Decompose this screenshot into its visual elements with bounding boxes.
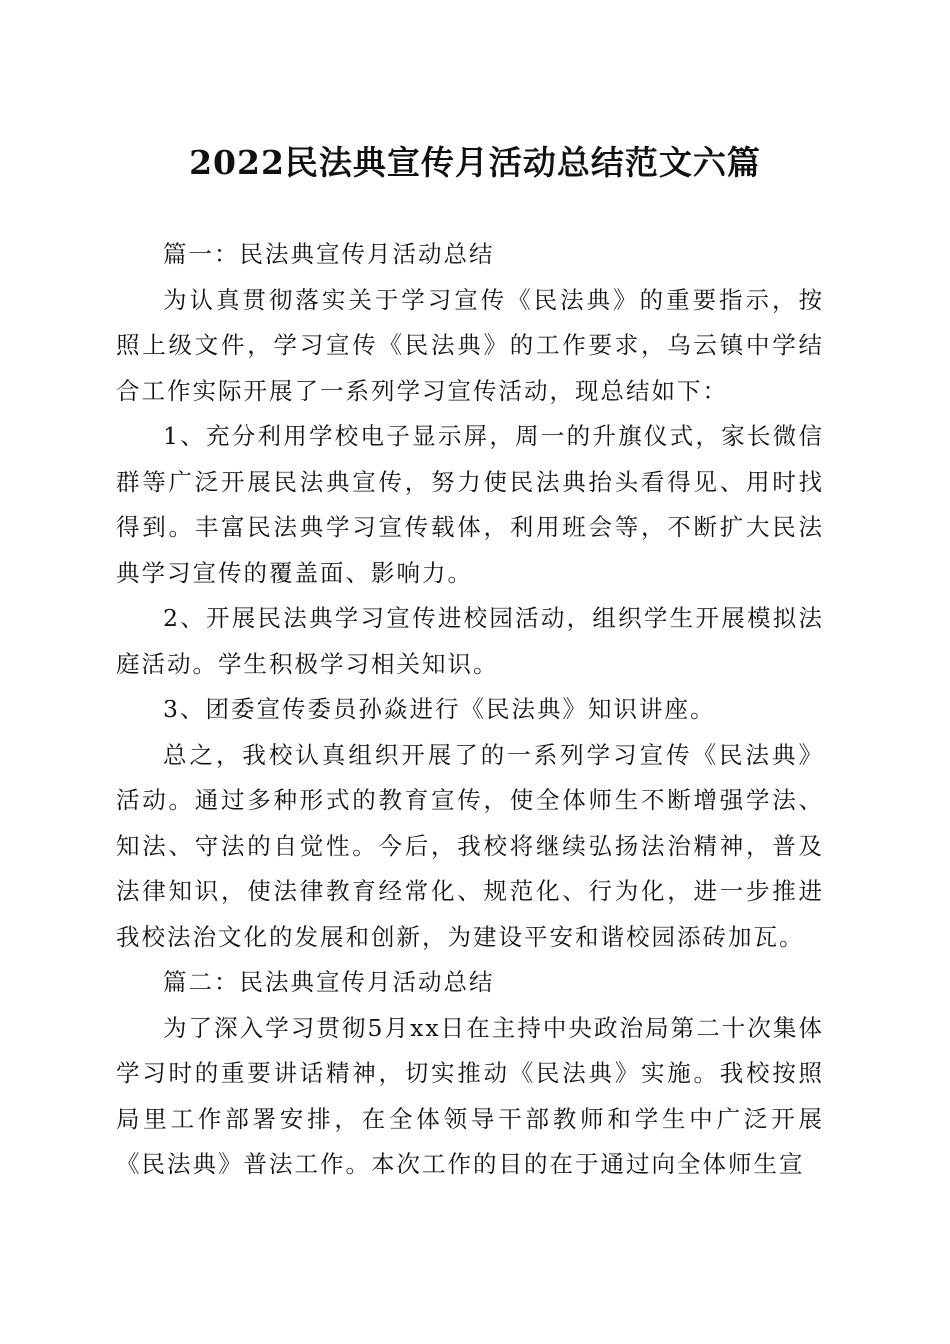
paragraph-intro: 为认真贯彻落实关于学习宣传《民法典》的重要指示，按照上级文件，学习宣传《民法典》的工作要求，乌云镇中学结合工作实际开展了一系列学习宣传活动，现总结如下： xyxy=(116,285,824,405)
document-body xyxy=(116,232,824,1188)
paragraph-conclusion: 总之，我校认真组织开展了的一系列学习宣传《民法典》活动。通过多种形式的教育宣传，使全体师生不断增强学法、知法、守法的自觉性。今后，我校将继续弘扬法治精神，普及法律知识，使法律教育经常化、规范化、行为化，进一步推进我校法治文化的发展和创新，为建设平安和谐校园添砖加瓦。 xyxy=(116,740,824,951)
paragraph-item-3: 3、团委宣传委员孙焱进行《民法典》知识讲座。 xyxy=(163,695,716,723)
paragraph-section-2-intro: 为了深入学习贯彻5月xx日在主持中央政治局第二十次集体学习时的重要讲话精神，切实推动《民法典》实施。我校按照局里工作部署安排，在全体领导干部教师和学生中广泛开展《民法典》普法工作。本次工作的目的在于通过向全体师生宣 xyxy=(116,1013,824,1178)
section-heading-2: 篇二：民法典宣传月活动总结 xyxy=(163,968,495,996)
section-heading-1: 篇一：民法典宣传月活动总结 xyxy=(163,240,495,268)
document-title: 2022民法典宣传月活动总结范文六篇 xyxy=(189,143,761,182)
paragraph-item-2: 2、开展民法典学习宣传进校园活动，组织学生开展模拟法庭活动。学生积极学习相关知识。 xyxy=(116,604,824,678)
paragraph-item-1: 1、充分利用学校电子显示屏，周一的升旗仪式，家长微信群等广泛开展民法典宣传，努力使民法典抬头看得见、用时找得到。丰富民法典学习宣传载体，利用班会等，不断扩大民法典学习宣传的覆盖面、影响力。 xyxy=(116,422,824,587)
